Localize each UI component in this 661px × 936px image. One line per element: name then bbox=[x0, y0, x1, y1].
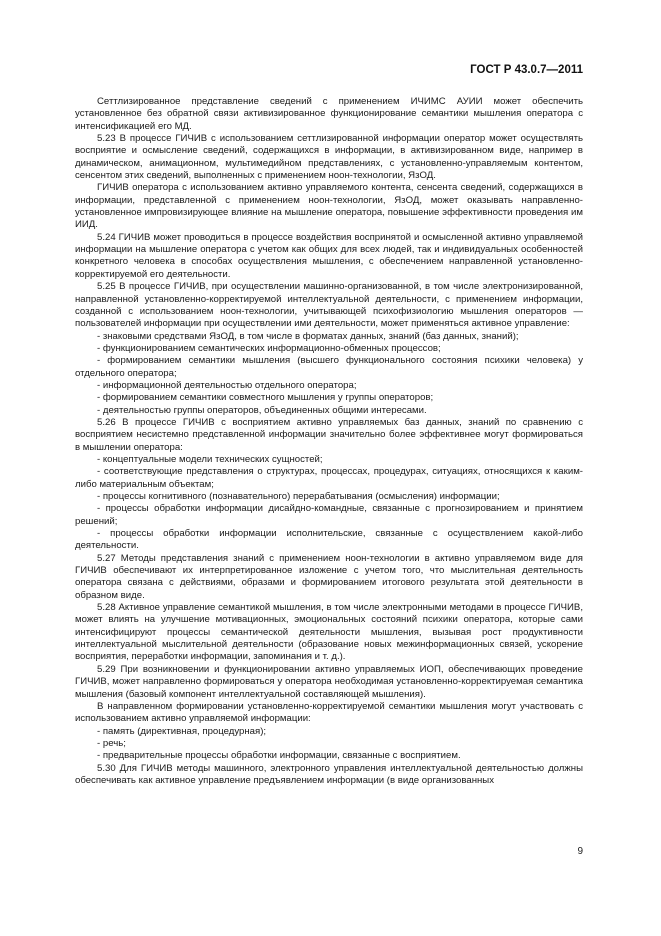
paragraph: 5.24 ГИЧИВ может проводиться в процессе воздействия воспринятой и осмысленной активно управляемой информации на мышление оператора с учетом как общих для всех людей, так и индивидуальных особенностей конкретного человека в способах осуществления мышления, с обеспечением направленной установленно-корректируемой его деятельности. bbox=[75, 231, 583, 280]
list-item: - речь; bbox=[97, 737, 126, 749]
paragraph: 5.28 Активное управление семантикой мышления, в том числе электронными методами в процессе ГИЧИВ, может влиять на улучшение мотивационных, эмоциональных состояний психики оператора, которые сами интенсифицируют процессы семантической деятельности мышления, вызывая рост продуктивности интеллектуальной мыслительной деятельности (образование новых межинформационных связей, ускорение восприятия, переработки информации, запоминания и т. д.). bbox=[75, 602, 583, 663]
list-item: - процессы обработки информации исполнительские, связанные с осуществлением какой-либо деятельности. bbox=[75, 528, 583, 552]
paragraph: ГИЧИВ оператора с использованием активно управляемого контента, сенсента сведений, содержащихся в информации, представленной с применением ноон-технологии, ЯзОД, может оказывать направленно-установленное импровизирующее влияние на мышление оператора, повышение эффективности проведения им ИИД. bbox=[75, 182, 583, 231]
standard-header: ГОСТ Р 43.0.7—2011 bbox=[470, 64, 583, 76]
list-item: - процессы когнитивного (познавательного) перерабатывания (осмысления) информации; bbox=[97, 491, 500, 502]
list-item: - информационной деятельностью отдельного оператора; bbox=[97, 379, 357, 391]
paragraph: 5.25 В процессе ГИЧИВ, при осуществлении машинно-организованной, в том числе электронизированной, направленной установленно-корректируемой интеллектуальной деятельности, с применением информации, созданной с использованием ноон-технологии, учитывающей психофизиологию мышления операторов — пользователей информации при осуществлении ими деятельности, может применяться активное управление: bbox=[75, 281, 583, 330]
list-item: - деятельностью группы операторов, объединенных общими интересами. bbox=[97, 404, 427, 416]
list-item: - память (директивная, процедурная); bbox=[97, 725, 267, 737]
paragraph: 5.29 При возникновении и функционировании активно управляемых ИОП, обеспечивающих проведение ГИЧИВ, может направленно формироваться у оператора необходимая установленно-корректируемая семантика мышления (базовый компонент интеллектуальной составляющей мышления). bbox=[75, 663, 583, 700]
paragraph: Сеттлизированное представление сведений с применением ИЧИМС АУИИ может обеспечить установленное без обратной связи активизированное функционирование семантики мышления оператора с интенсификацией его МД. bbox=[75, 96, 583, 132]
list-item: - концептуальные модели технических сущностей; bbox=[97, 453, 323, 465]
list-item: - формированием семантики совместного мышления у группы операторов; bbox=[97, 392, 434, 404]
list-item: - предварительные процессы обработки информации, связанные с восприятием. bbox=[97, 750, 461, 762]
document-body bbox=[75, 96, 583, 787]
paragraph: 5.30 Для ГИЧИВ методы машинного, электронного управления интеллектуальной деятельностью должны обеспечивать как активное управление предъявлением информации (в виде организованных bbox=[75, 762, 583, 786]
list-item: - формированием семантики мышления (высшего функционального состояния психики человека) у отдельного оператора; bbox=[75, 355, 583, 379]
list-item: - соответствующие представления о структурах, процессах, процедурах, ситуациях, относящихся к каким-либо материальным объектам; bbox=[75, 466, 583, 490]
paragraph: В направленном формировании установленно-корректируемой семантики мышления могут участвовать с использованием активно управляемой информации: bbox=[75, 700, 583, 725]
paragraph: 5.26 В процессе ГИЧИВ с восприятием активно управляемых баз данных, знаний по сравнению с восприятием несистемно представленной информации значительно более эффективнее могут формироваться в мышлении оператора: bbox=[75, 416, 583, 453]
page-number: 9 bbox=[577, 846, 583, 857]
list-item: - функционированием семантических информационно-обменных процессов; bbox=[97, 342, 441, 354]
list-item: - знаковыми средствами ЯзОД, в том числе в форматах данных, знаний (баз данных, знаний); bbox=[97, 330, 519, 342]
list-item: - процессы обработки информации дисайдно-командные, связанные с прогнозированием и принятием решений; bbox=[75, 503, 583, 527]
paragraph: 5.23 В процессе ГИЧИВ с использованием сеттлизированной информации оператор может осуществлять восприятие и осмысление сведений, содержащихся в информации, в активизированном виде, например в динамическом, анимационном, мультимедийном представлениях, с установленно-управляемым контентом, сенсентом этих сведений, выполненных с применением ноон-технологии, ЯзОД. bbox=[75, 133, 583, 182]
paragraph: 5.27 Методы представления знаний с применением ноон-технологии в активно управляемом виде для ГИЧИВ обеспечивают их интерпретированное изложение с учетом того, что мыслительная деятельность оператора связана с действиями, образами и формированием итогового результата этой деятельности в образном виде. bbox=[75, 552, 583, 601]
